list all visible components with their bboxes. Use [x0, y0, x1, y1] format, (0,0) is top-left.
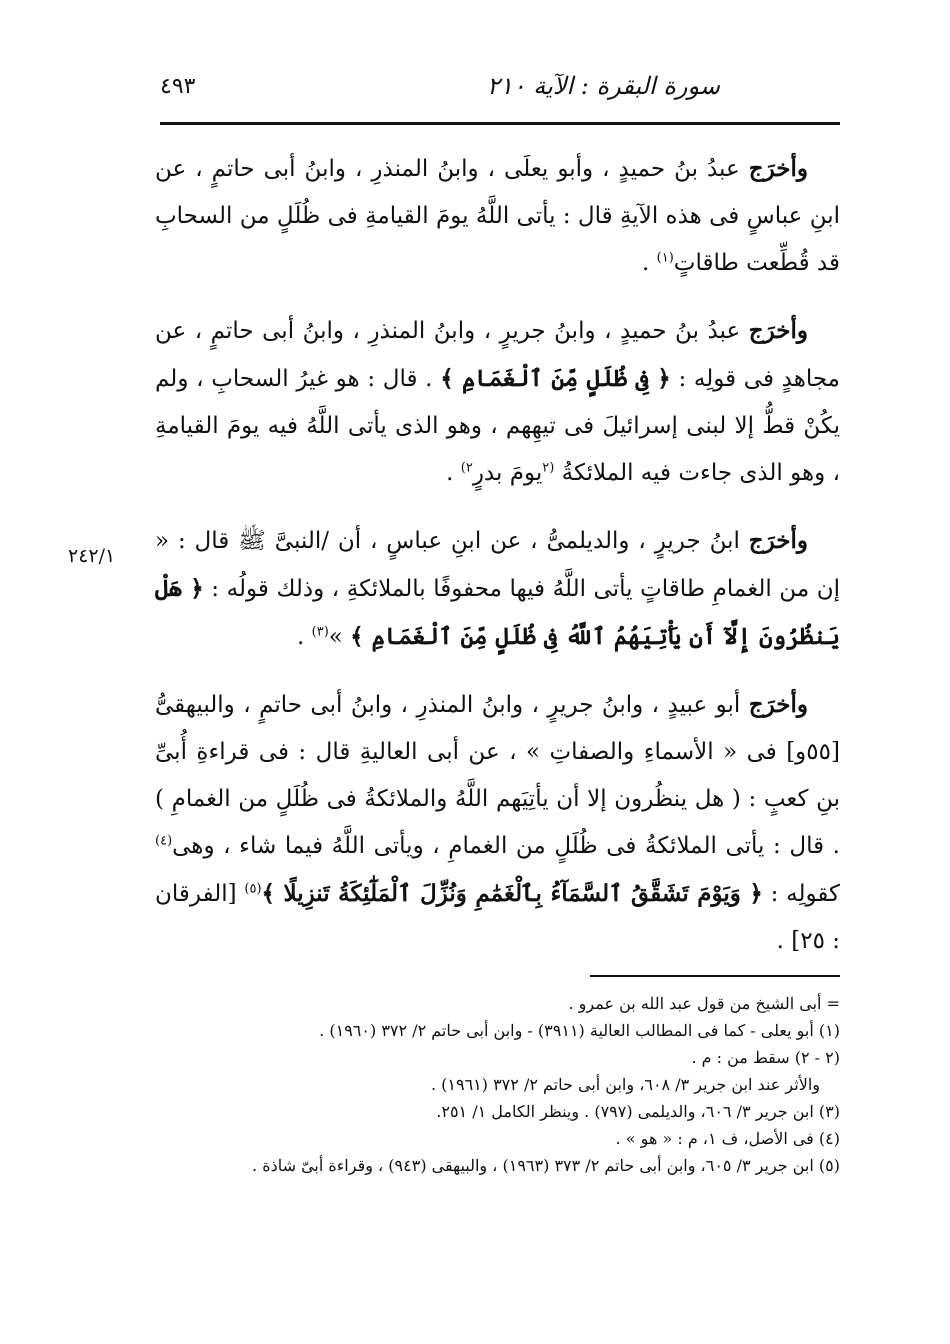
paragraph-4	[155, 681, 840, 965]
surah-title: سورة البقرة : الآية ٢١٠	[486, 72, 720, 100]
paragraph-1	[155, 145, 840, 287]
footnote-5: (٥) ابن جرير ٣/ ٦٠٥، وابن أبى حاتم ٢/ ٣٧٣ (١٩٦٣) ، والبيهقى (٩٤٣) ، وقراءة أبىّ شاذة .	[252, 1156, 840, 1175]
paragraph-text: . قال : هو غيرُ السحابِ ، ولم يكُنْ قطُّ إلا لبنى إسرائيلَ فى تيهِهم ، وهو الذى يأتى اللَّهُ فيه يومَ القيامةِ ، وهو الذى جاءت فيه الملائكةُ	[155, 366, 840, 486]
paragraph-keyword: وأخرَج	[748, 527, 808, 554]
main-text	[155, 145, 840, 985]
paragraph-text: كقولِه :	[762, 881, 840, 907]
paragraph-keyword: وأخرَج	[748, 155, 808, 182]
quran-quote: ﴿ هَلْ يَنظُرُونَ إِلَّآ أَن يَأْتِيَهُمُ ٱللَّهُ فِى ظُلَلٍ مِّنَ ٱلْغَمَامِ ﴾	[155, 575, 840, 650]
footnote-marker: (١)	[656, 250, 674, 266]
paragraph-text: يومَ بدرٍ	[472, 460, 543, 486]
footnote-2: (٢ - ٢) سقط من : م .	[691, 1048, 840, 1067]
paragraph-text: عبدُ بنُ حميدٍ ، وابنُ جريرٍ ، وابنُ المنذرِ ، وابنُ أبى حاتمٍ ، عن مجاهدٍ فى قولِه :	[155, 318, 841, 392]
footnote-2-note: والأثر عند ابن جرير ٣/ ٦٠٨، وابن أبى حاتم ٢/ ٣٧٢ (١٩٦١) .	[430, 1075, 820, 1094]
footnote-3: (٣) ابن جرير ٣/ ٦٠٦، والديلمى (٧٩٧) . وينظر الكامل ١/ ٢٥١.	[436, 1102, 840, 1121]
margin-reference: ٢٤٢/١	[68, 545, 116, 567]
paragraph-2	[155, 307, 840, 497]
header-rule	[160, 122, 840, 125]
paragraph-text: أبو عبيدٍ ، وابنُ جريرٍ ، وابنُ المنذرِ ، وابنُ أبى حاتمٍ ، والبيهقىُّ [٥٥و] فى « الأسماءِ والصفاتِ » ، عن أبى العاليةِ قال : فى قراءةِ أُبىِّ بنِ كعبٍ : ( هل ينظُرون إلا أن يأتِيَهم اللَّهُ والملائكةُ فى ظُلَلٍ من الغمامِ ) . قال : يأتى الملائكةُ فى ظُلَلٍ من الغمامِ ، ويأتى اللَّهُ فيما شاء ، وهى	[155, 692, 840, 859]
footnote-rule	[590, 975, 840, 977]
paragraph-text: [الفرقان : ٢٥] .	[155, 881, 840, 954]
paragraph-keyword: وأخرَج	[748, 691, 808, 718]
paragraph-text: .	[446, 460, 461, 486]
footnote-marker: (٤)	[155, 833, 173, 849]
paragraph-text: .	[642, 250, 657, 276]
paragraph-text: .	[297, 624, 312, 650]
quran-quote: ﴿ فِى ظُلَلٍ مِّنَ ٱلْغَمَامِ ﴾	[440, 365, 671, 392]
paragraph-3	[155, 517, 840, 661]
quran-quote: ﴿ وَيَوْمَ تَشَقَّقُ ٱلسَّمَآءُ بِٱلْغَمَٰمِ وَنُزِّلَ ٱلْمَلَٰٓئِكَةُ تَنزِيلًا ﴾	[261, 880, 763, 907]
paragraph-text: عبدُ بنُ حميدٍ ، وأبو يعلَى ، وابنُ المنذرِ ، وابنُ أبى حاتمٍ ، عن ابنِ عباسٍ فى هذه الآيةِ قال : يأتى اللَّهُ يومَ القيامةِ فى ظُلَلٍ من السحابِ قد قُطِّعت طاقاتٍ	[155, 156, 840, 276]
footnote-marker: (٥)	[244, 881, 262, 897]
footnote-4: (٤) فى الأصل، ف ١، م : « هو » .	[615, 1129, 840, 1148]
footnote-1: (١) أبو يعلى - كما فى المطالب العالية (٣٩١١) - وابن أبى حاتم ٢/ ٣٧٢ (١٩٦٠) .	[319, 1021, 840, 1040]
paragraph-text: ابنُ جريرٍ ، والديلمىُّ ، عن ابنِ عباسٍ ، أن /النبىَّ ﷺ قال : « إن من الغمامِ طاقاتٍ يأتى اللَّهُ فيها محفوفًا بالملائكةِ ، وذلك قولُه :	[155, 528, 841, 602]
footnote-marker: (٢	[542, 460, 555, 476]
paragraph-text: »	[328, 624, 351, 650]
footnote-marker: ٢)	[460, 460, 473, 476]
paragraph-keyword: وأخرَج	[748, 317, 808, 344]
running-header	[160, 64, 840, 108]
page-number: ٤٩٣	[160, 73, 196, 99]
footnote-continuation: = أبى الشيخ من قول عبد الله بن عمرو .	[568, 994, 840, 1013]
footnotes	[155, 990, 840, 1179]
footnote-marker: (٣)	[311, 624, 329, 640]
